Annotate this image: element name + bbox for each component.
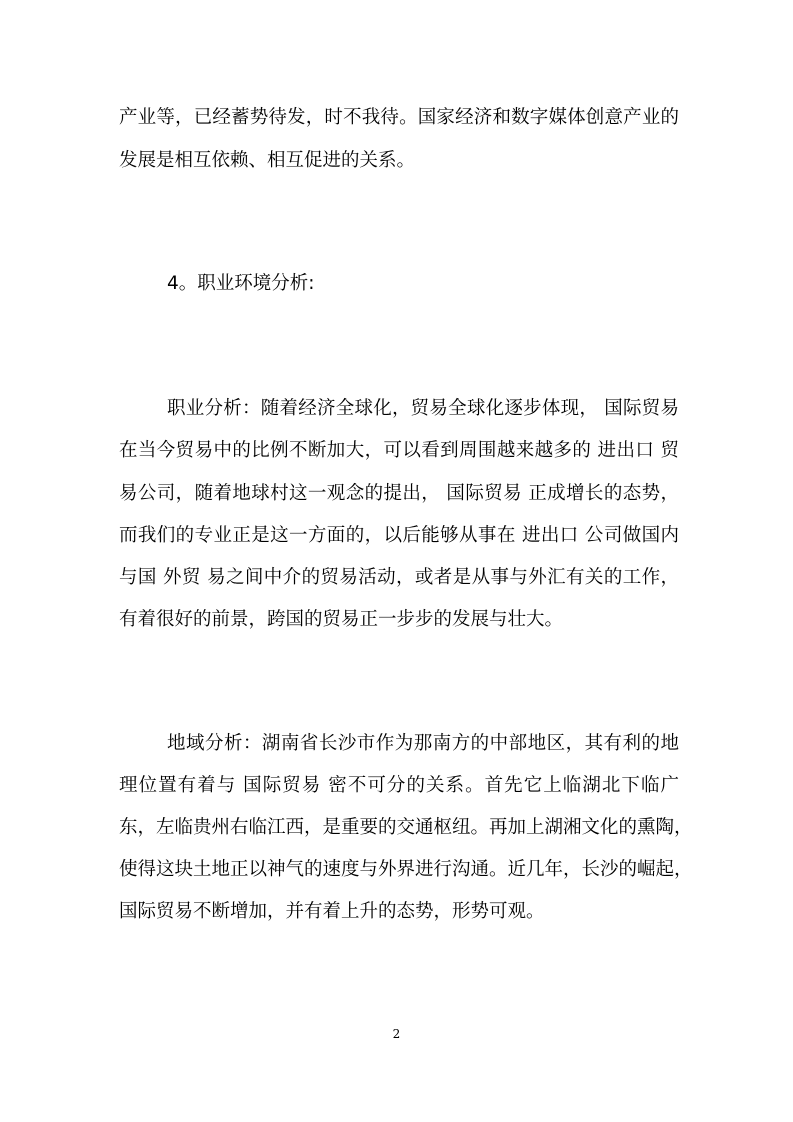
text-line: 地域分析：湖南省长沙市作为那南方的中部地区，其有利的地 <box>167 733 679 754</box>
text-line: 易公司，随着地球村这一观念的提出， 国际贸易 正成增长的态势， <box>119 483 679 504</box>
text-line: 发展是相互依赖、相互促进的关系。 <box>119 150 416 171</box>
text-line: 职业分析：随着经济全球化，贸易全球化逐步体现， 国际贸易 <box>167 398 679 419</box>
page-number: 2 <box>392 1027 401 1041</box>
text-line: 与国 外贸 易之间中介的贸易活动，或者是从事与外汇有关的工作， <box>119 567 679 588</box>
text-line: 产业等，已经蓄势待发，时不我待。国家经济和数字媒体创意产业的 <box>119 107 679 128</box>
section-heading: 4。职业环境分析: <box>167 273 315 294</box>
text-line: 东，左临贵州右临江西，是重要的交通枢纽。再加上湖湘文化的熏陶， <box>119 817 693 838</box>
text-line: 而我们的专业正是这一方面的，以后能够从事在 进出口 公司做国内 <box>119 525 679 546</box>
text-line: 在当今贸易中的比例不断加大，可以看到周围越来越多的 进出口 贸 <box>119 440 679 461</box>
text-line: 有着很好的前景，跨国的贸易正一步步的发展与壮大。 <box>119 609 564 630</box>
text-line: 使得这块土地正以神气的速度与外界进行沟通。近几年，长沙的崛起， <box>119 859 693 880</box>
text-line: 理位置有着与 国际贸易 密不可分的关系。首先它上临湖北下临广 <box>119 775 679 796</box>
text-line: 国际贸易不断增加，并有着上升的态势，形势可观。 <box>119 901 545 922</box>
